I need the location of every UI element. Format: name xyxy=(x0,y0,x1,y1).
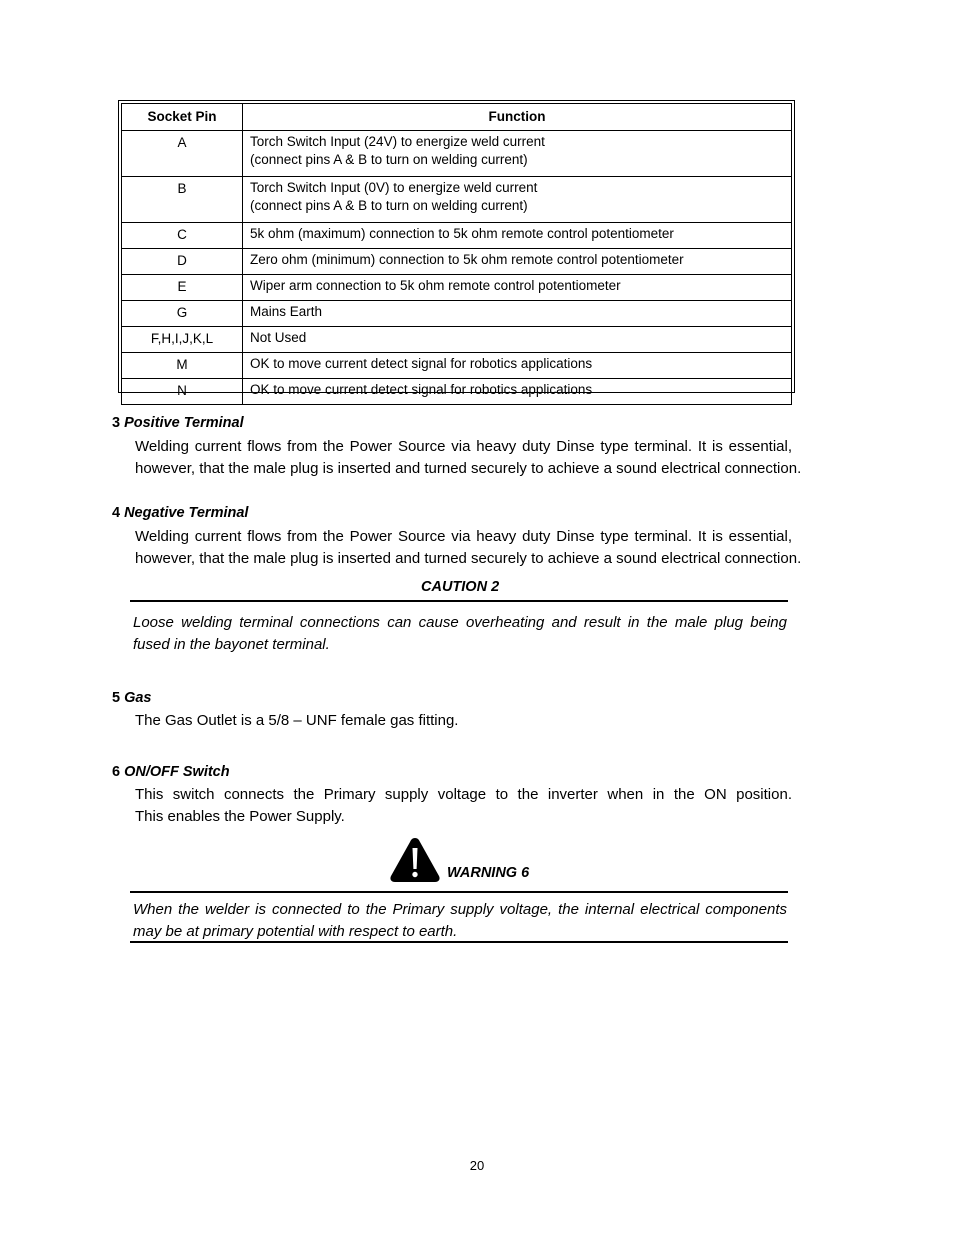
function-line: OK to move current detect signal for robotics applications xyxy=(250,382,593,397)
table-row xyxy=(122,379,792,405)
pin-cell: M xyxy=(122,353,243,379)
function-line: Mains Earth xyxy=(250,304,323,319)
function-cell xyxy=(243,177,792,223)
function-cell xyxy=(243,353,792,379)
text-line: Loose welding terminal connections can cause overheating and result in the male plug being xyxy=(133,614,787,631)
function-cell xyxy=(243,249,792,275)
function-cell xyxy=(243,379,792,405)
caution-divider xyxy=(130,600,788,602)
header-socket-pin: Socket Pin xyxy=(122,104,243,131)
function-line: OK to move current detect signal for robotics applications xyxy=(250,356,593,371)
section-title: Negative Terminal xyxy=(124,505,249,521)
pin-cell: B xyxy=(122,177,243,223)
text-line: When the welder is connected to the Primary supply voltage, the internal electrical components xyxy=(133,901,787,918)
pin-cell: A xyxy=(122,131,243,177)
gas-text xyxy=(135,710,792,732)
function-line: 5k ohm (maximum) connection to 5k ohm remote control potentiometer xyxy=(250,226,674,241)
section-heading-on-off-switch xyxy=(112,764,230,780)
text-line: fused in the bayonet terminal. xyxy=(133,636,330,653)
section-title: Positive Terminal xyxy=(124,415,244,431)
pin-cell: N xyxy=(122,379,243,405)
function-line: Zero ohm (minimum) connection to 5k ohm remote control potentiometer xyxy=(250,252,684,267)
section-heading-positive-terminal xyxy=(112,415,244,431)
pin-cell: F,H,I,J,K,L xyxy=(122,327,243,353)
table-row xyxy=(122,353,792,379)
positive-terminal-text xyxy=(135,436,802,480)
function-line: Torch Switch Input (0V) to energize weld current xyxy=(250,180,538,195)
text-line: may be at primary potential with respect to earth. xyxy=(133,923,458,940)
section-number: 5 xyxy=(112,690,121,706)
caution-text xyxy=(133,612,787,656)
table-row xyxy=(122,275,792,301)
section-title: Gas xyxy=(124,690,152,706)
table-row xyxy=(122,177,792,223)
text-line: however, that the male plug is inserted and turned securely to achieve a sound electrical connection. xyxy=(135,550,802,567)
section-number: 4 xyxy=(112,505,121,521)
warning-triangle-icon xyxy=(389,836,441,884)
negative-terminal-text xyxy=(135,526,802,570)
section-heading-gas xyxy=(112,690,152,706)
text-line: The Gas Outlet is a 5/8 – UNF female gas fitting. xyxy=(135,712,459,729)
table-row xyxy=(122,327,792,353)
warning-divider-bottom xyxy=(130,941,788,943)
on-off-switch-text xyxy=(135,784,792,828)
table-header-row xyxy=(122,104,792,131)
section-number: 3 xyxy=(112,415,121,431)
caution-title: CAUTION 2 xyxy=(421,579,500,595)
function-line: Wiper arm connection to 5k ohm remote control potentiometer xyxy=(250,278,621,293)
table-row xyxy=(122,301,792,327)
table-row xyxy=(122,223,792,249)
function-cell xyxy=(243,223,792,249)
warning-divider-top xyxy=(130,891,788,893)
table-row xyxy=(122,131,792,177)
pin-cell: D xyxy=(122,249,243,275)
function-line: Not Used xyxy=(250,330,307,345)
text-line: Welding current flows from the Power Source via heavy duty Dinse type terminal. It is essential, xyxy=(135,528,792,545)
text-line: however, that the male plug is inserted and turned securely to achieve a sound electrical connection. xyxy=(135,460,802,477)
section-title: ON/OFF Switch xyxy=(124,764,230,780)
page-number: 20 xyxy=(469,1158,485,1173)
section-number: 6 xyxy=(112,764,121,780)
section-heading-negative-terminal xyxy=(112,505,248,521)
text-line: This enables the Power Supply. xyxy=(135,808,345,825)
function-cell xyxy=(243,275,792,301)
function-cell xyxy=(243,131,792,177)
table-row xyxy=(122,249,792,275)
pin-cell: E xyxy=(122,275,243,301)
pin-cell: C xyxy=(122,223,243,249)
function-cell xyxy=(243,327,792,353)
socket-pin-table xyxy=(118,100,795,398)
function-line: (connect pins A & B to turn on welding current) xyxy=(250,198,528,213)
text-line: Welding current flows from the Power Source via heavy duty Dinse type terminal. It is essential, xyxy=(135,438,792,455)
warning-text xyxy=(133,899,787,943)
pin-cell: G xyxy=(122,301,243,327)
function-cell xyxy=(243,301,792,327)
text-line: This switch connects the Primary supply voltage to the inverter when in the ON position. xyxy=(135,786,792,803)
warning-title: WARNING 6 xyxy=(447,865,530,881)
header-function: Function xyxy=(243,104,792,131)
function-line: Torch Switch Input (24V) to energize weld current xyxy=(250,134,545,149)
function-line: (connect pins A & B to turn on welding current) xyxy=(250,152,528,167)
